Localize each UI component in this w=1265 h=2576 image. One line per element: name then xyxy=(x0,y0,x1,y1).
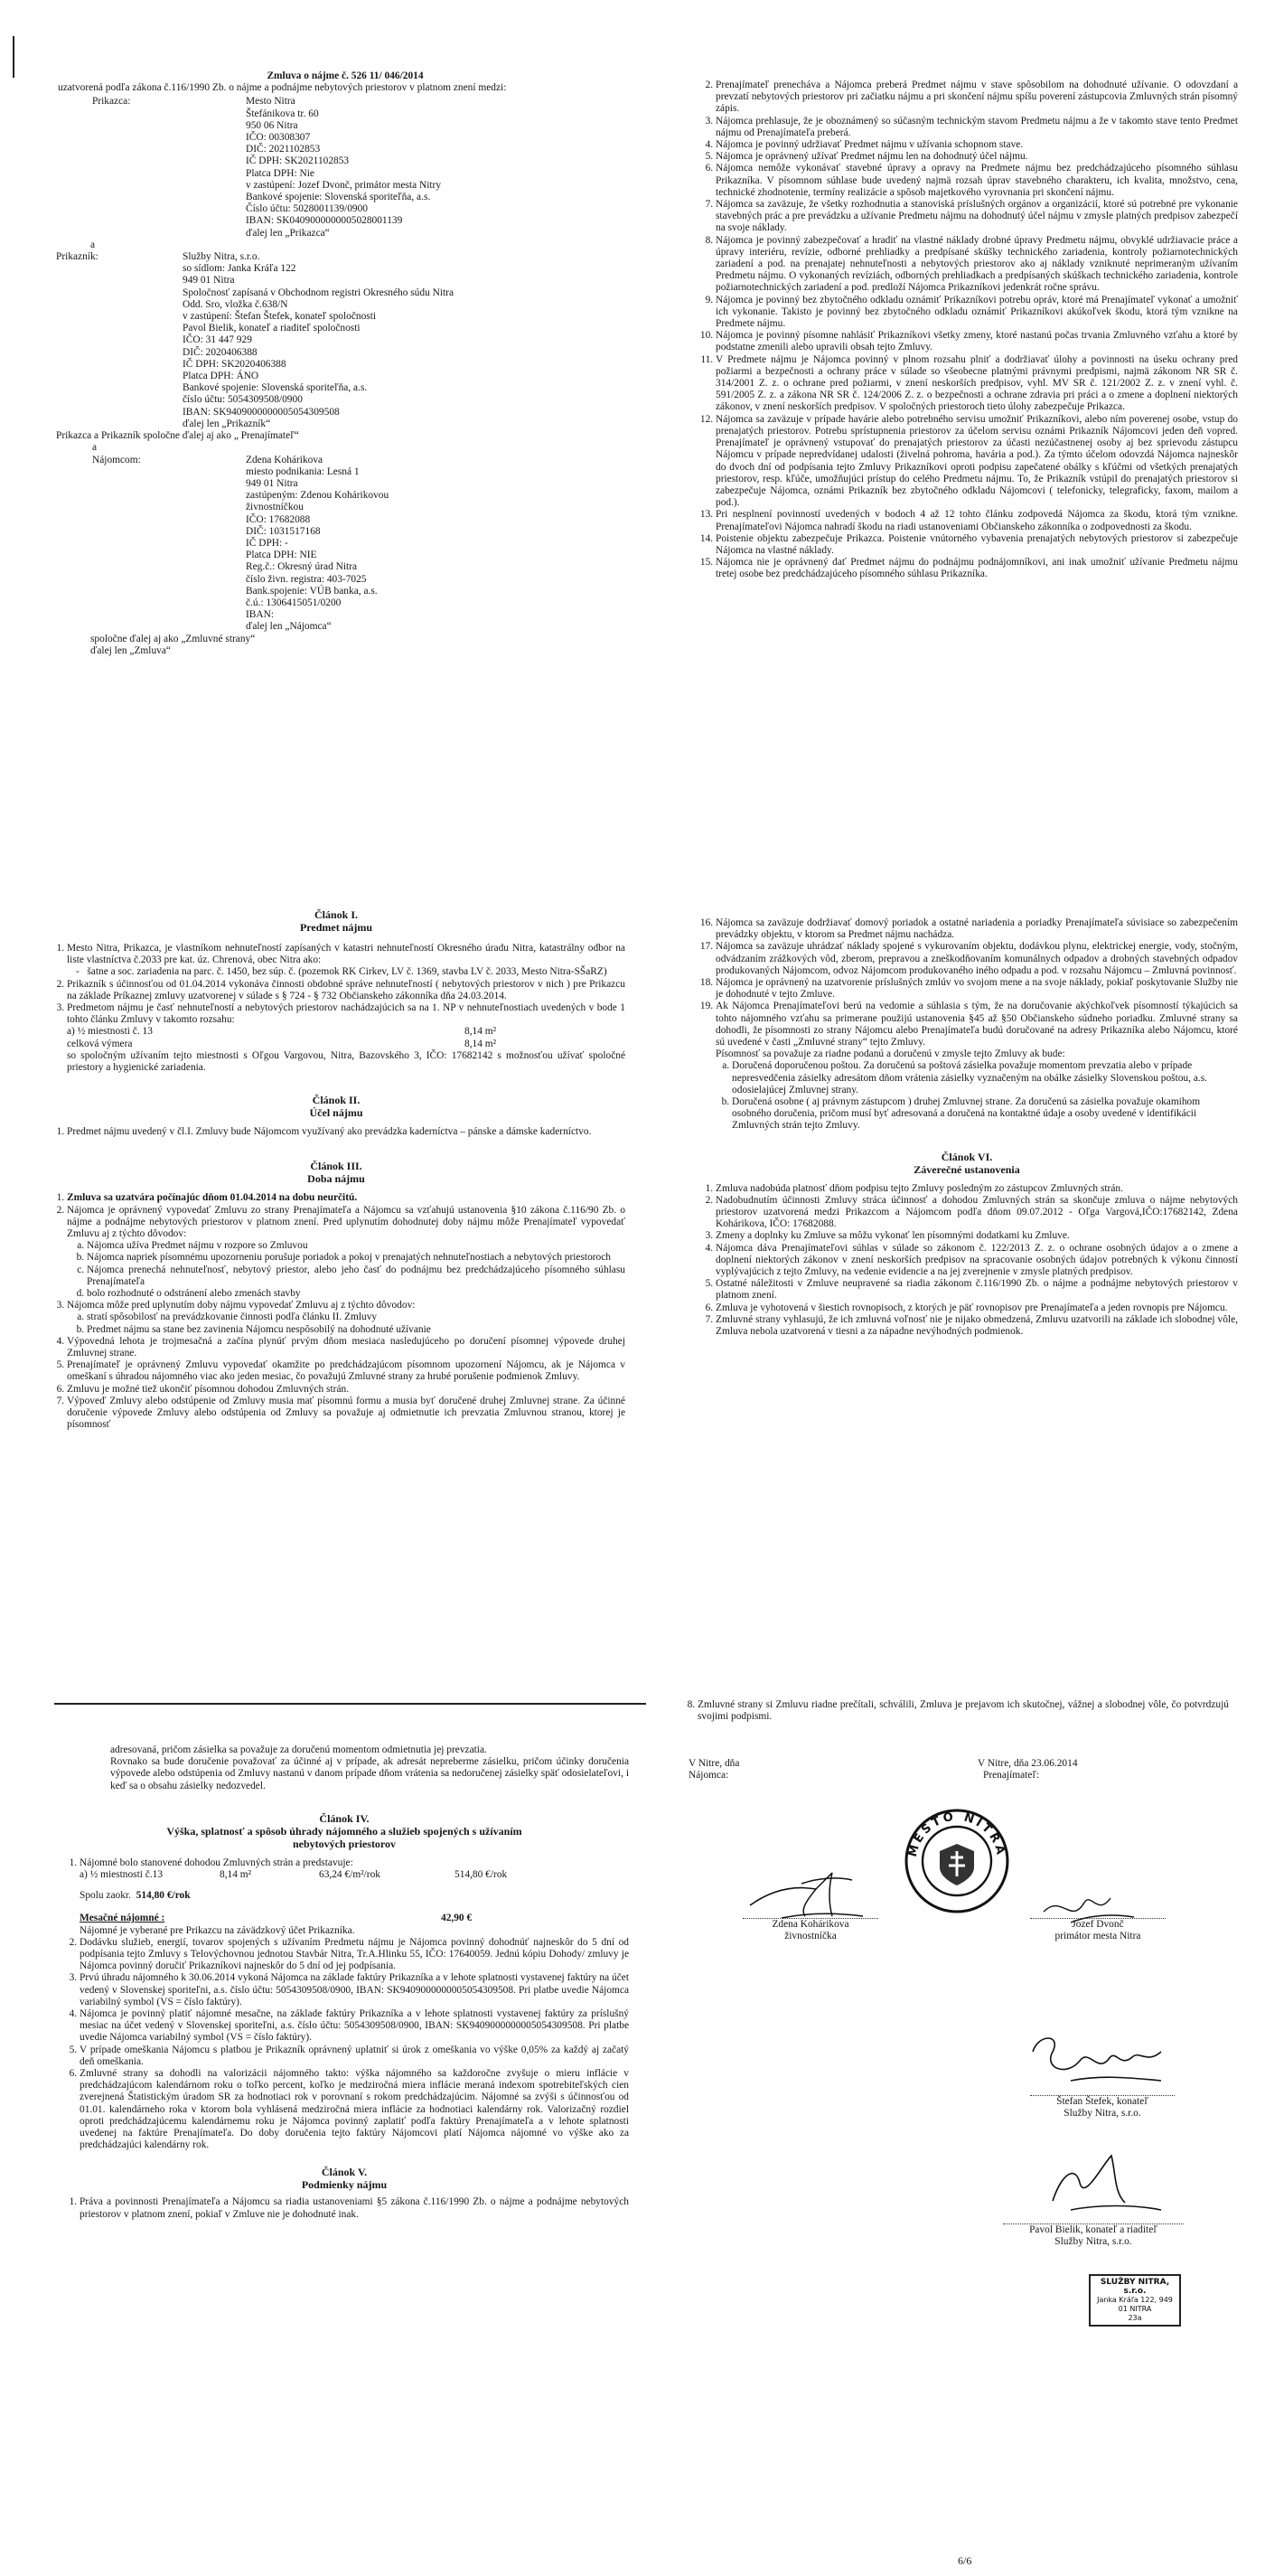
clause-item: 2. Dodávku služieb, energií, tovarov spojených s užívaním Predmetu nájmu je Nájomca povinný dohodnúť najneskôr do 5 dní od podpísania tejto Zmluvy s Telovýchovnou jednotou Stavbár Nitra, Tr.A.Hlinku 55, IČO: 17640059. Jednú kópiu Dohody/ zmluvy je Nájomca povinný doručiť Prikazníkovi najneskôr do 5 dní od jej podpísania. xyxy=(80,1937,629,1973)
clause-item xyxy=(67,1359,625,1383)
sub-item: a. Doručená doporučenou poštou. Za doručenú sa poštová zásielka považuje momentom prevzatia alebo v prípade nepresvedčenia zásielky adresátom dňom vrátenia zásielky vyznačeným na obálke zásielky Slovenskou poštou, a.s. odosielajúcej Zmluvnej strany. xyxy=(732,1060,1238,1096)
party-role: Nájomca: xyxy=(689,1770,729,1782)
clause-list xyxy=(60,1937,629,2152)
party-line: Zdena Kohárikova xyxy=(246,454,323,465)
party-line: Platca DPH: NIE xyxy=(246,550,317,561)
clause-text: Zmluva sa uzatvára počínajúc dňom 01.04.2014 na dobu neurčitú. xyxy=(67,1192,358,1204)
page-2 xyxy=(696,80,1238,581)
article-number: Článok III. xyxy=(310,1160,362,1173)
sub-item: b. Doručená osobne ( aj právnym zástupcom ) druhej Zmluvnej strane. Za doručenú sa zásielka považuje okamihom osobného doručenia, pričom musí byť adresovaná a doručená na kontaktné údaje a osoby uvedené v identifikácii Zmluvných strán tejto Zmluvy. xyxy=(732,1096,1238,1133)
clause-text: Prenajímateľ je oprávnený Zmluvu vypovedať okamžite po predchádzajúcom písomnom upozornení Nájomcu, ak je Nájomca v omeškaní s úhradou nájomného viac ako jeden mesiac, čo považujú Zmluvné strany za hrubé porušenie podmienok Zmluvy. xyxy=(67,1359,625,1383)
clause-item: 12. Nájomca sa zaväzuje v prípade havárie alebo potrebného servisu umožniť Prikazníkovi, alebo ním poverenej osobe, vstup do prenajatých priestorov. Potrebu sprístupnenia priestorov za účelom servisu oznámi Prikazník Nájomcovi jeden deň vopred. Prenajímateľ je oprávnený vstupovať do prenajatých priestorov za účasti nezúčastnenej osoby aj bez sprievodu zástupcu Nájomcu v prípade nepredvídanej udalosti (živelná pohroma, havária a pod.). Za týmto účelom odovzdá Nájomca najneskôr do dvoch dní od podpísania tejto Zmluvy Prikazníkovi oproti podpisu zapečatené obálky s kľúčmi od všetkých prenajatých priestorov, resp. kľúče, umožňujúci prístup do celého Predmetu nájmu. To, že Prikazník vstúpil do prenajatých priestorov si zabezpečuje Nájomca, oznámi Prikazník bez zbytočného odkladu Nájomcovi ( telefonicky, telegraficky, faxom, mailom a pod.). xyxy=(716,414,1238,510)
conjunction: a xyxy=(92,442,98,454)
signature-bielik xyxy=(1035,2147,1170,2219)
article-number: Článok V. xyxy=(321,2166,368,2179)
rent-rate: 63,24 €/m²/rok xyxy=(319,1869,380,1881)
party-line: 950 06 Nitra xyxy=(246,119,298,131)
signer-role: primátor mesta Nitra xyxy=(1054,1931,1141,1941)
party-line: IBAN: SK9409000000005054309508 xyxy=(183,406,340,418)
party-line: číslo účtu: 5054309508/0900 xyxy=(183,394,303,406)
clause-list xyxy=(47,943,625,1074)
place-date: V Nitre, dňa xyxy=(689,1758,740,1769)
party-line: IČ DPH: - xyxy=(246,537,288,549)
article-heading xyxy=(696,1151,1238,1176)
joint-strany: spoločne ďalej aj ako „Zmluvné strany“ xyxy=(90,633,256,644)
party-line: Číslo účtu: 5028001139/0900 xyxy=(246,203,369,215)
signer-name: Zdena Kohárikova xyxy=(772,1919,849,1930)
party-prikazca xyxy=(56,96,634,239)
page-bottom-rule xyxy=(54,1703,646,1705)
page-3 xyxy=(47,908,625,1432)
monthly-rent-note: Nájomné je vyberané pre Prikazcu na závädzkový účet Prikazníka. xyxy=(80,1924,355,1936)
article-number: Článok IV. xyxy=(319,1811,370,1825)
party-line: Bankové spojenie: Slovenská sporiteľňa, a.s. xyxy=(246,192,431,203)
place-date: V Nitre, dňa 23.06.2014 xyxy=(978,1758,1078,1769)
rent-row xyxy=(80,1869,629,1881)
clause-item: 4. Nájomca dáva Prenajímateľovi súhlas v súlade so zákonom č. 122/2013 Z. z. o ochrane osobných údajov a o zmene a doplnení niektorých zákonov v znení neskorších predpisov na spracovanie osobných údajov potrebných k výkonu činností vyplývajúcich z tejto Zmluvy, na vedenie evidencie a na jej zverejnenie v zmysle platných predpisov. xyxy=(716,1243,1238,1279)
party-line: Spoločnosť zapísaná v Obchodnom registri Okresného súdu Nitra xyxy=(183,287,454,298)
sub-list xyxy=(67,1312,625,1335)
clause-text: Nájomca je oprávnený vypovedať Zmluvu zo strany Prenajímateľa a Nájomcu sa vzťahujú ustanovenia §10 zákona č.116/90 Zb. o nájme a podnájme nebytových priestorov v platnom znení. Pred uplynutím dohodnutej doby nájmu môže Prenajímateľ vypovedať Zmluvu aj z týchto dôvodov: xyxy=(67,1204,625,1240)
clause-item: 7. Zmluvné strany vyhlasujú, že ich zmluvná voľnosť nie je nijako obmedzená, Zmluvu uzatvorili na základe ich slobodnej vôle, Zmluva nebola uzatvorená v tiesni a za nápadne nevýhodných podmienok. xyxy=(716,1314,1238,1338)
signer-name: Jozef Dvonč xyxy=(1072,1919,1124,1930)
party-line: 949 01 Nitra xyxy=(246,477,298,489)
clause-item: 3. Prvú úhradu nájomného k 30.06.2014 vykoná Nájomca na základe faktúry Prikazníka a v lehote splatnosti vystavenej faktúry na účet vedený v Slovenskej sporiteľni, a.s. číslo účtu: 5054309508/0900, IBAN: SK9409000000005054309508. Pri platbe uvedie Nájomca variabilný symbol (VS = číslo faktúry). xyxy=(80,1972,629,2008)
monthly-rent xyxy=(60,1913,629,1924)
signature-place-left xyxy=(689,1758,869,1782)
party-line: IČO: 17682088 xyxy=(246,513,311,525)
article-heading xyxy=(60,2166,629,2191)
clause-item: 8. Nájomca je povinný zabezpečovať a hradiť na vlastné náklady drobné úpravy Predmetu nájmu, obvyklé udržiavacie práce a úpravy interiéru, revízie, odborné prehliadky a predpísané skúšky technického zariadenia, kontroly požiarnotechnických zariadení a pod. na prenajatej nehnuteľnosti a nebytových priestorov ako aj náklady vzniknuté neprimeraným užívaním Predmetu nájmu. O vykonaných revíziách, odborných prehliadkach a predpísaných skúškach technického zariadenia, kontrole požiarnotechnických zariadení a pod. predloží Nájomca Prikazníkovi jedenkrát ročne správu. xyxy=(716,235,1238,295)
article-heading xyxy=(47,908,625,934)
stamp-line: 23a xyxy=(1128,2314,1142,2322)
party-line: Platca DPH: ÁNO xyxy=(183,371,259,382)
signature-line-najomca xyxy=(743,1918,878,1942)
clause-item: 3. Zmeny a doplnky ku Zmluve sa môžu vykonať len písomnými dodatkami ku Zmluve. xyxy=(716,1230,1238,1242)
stamp-line: SLUŽBY NITRA, s.r.o. xyxy=(1100,2278,1170,2296)
continued-text: Rovnako sa bude doručenie považovať za účinné aj v prípade, ak adresát nepreberme zásielku, pričom účinky doručenia výpovede alebo odstúpenia od Zmluvy nastanú v danom prípade dňom vrátenia sa nedoručenej zásielky späť odosielateľovi, i keď sa o obsahu zásielky nedozvedel. xyxy=(110,1756,629,1791)
clause-item xyxy=(67,1300,625,1336)
party-line: IČ DPH: SK2020406388 xyxy=(183,358,286,370)
clause-text: Prikazník s účinnosťou od 01.04.2014 vykonáva činnosti obdobné správe nehnuteľností ( nebytových priestorov v nich ) pre Prikazcu na základe Príkaznej zmluvy uzatvorenej v súlade s § 724 - § 732 Občianskeho zákonníka dňa 24.03.2014. xyxy=(67,978,625,1001)
clause-text: Predmet nájmu uvedený v čl.I. Zmluvy bude Nájomcom využívaný ako prevádzka kaderníctva – pánske a dámske kaderníctvo. xyxy=(67,1126,592,1138)
sub-item: b. Nájomca napriek písomnému upozorneniu porušuje poriadok a pokoj v prenajatých nehnuteľnostiach a nebytových priestoroch xyxy=(87,1252,625,1264)
clause-item: 3. Nájomca prehlasuje, že je oboznámený so súčasným technickým stavom Predmetu nájmu a že v takomto stave tento Predmet nájmu od Prenajímateľa preberá. xyxy=(716,116,1238,139)
clause-item: 6. Zmluva je vyhotovená v šiestich rovnopisoch, z ktorých je päť rovnopisov pre Prenajímateľa a jeden rovnopis pre Nájomcu. xyxy=(716,1302,1238,1314)
signature-place-right xyxy=(978,1758,1195,1782)
sub-item: b. Predmet nájmu sa stane bez zavinenia Nájomcu nespôsobilý na dohodnuté užívanie xyxy=(87,1324,625,1336)
clause-item xyxy=(67,1126,625,1138)
article-title: nebytových priestorov xyxy=(292,1837,397,1850)
signer-role: Služby Nitra, s.r.o. xyxy=(1064,2108,1141,2119)
clause-item xyxy=(67,1396,625,1432)
signer-role: živnostníčka xyxy=(784,1931,837,1941)
article-heading xyxy=(47,1160,625,1185)
party-line: IČ DPH: SK2021102853 xyxy=(246,155,350,167)
party-line: zastúpeným: Zdenou Kohárikovou xyxy=(246,490,389,502)
clause-item: 5. Ostatné náležitosti v Zmluve neupravené sa riadia zákonom č.116/1990 Zb. o nájme a podnájme nebytových priestorov v platnom znení. xyxy=(716,1278,1238,1302)
rent-room: a) ½ miestnosti č.13 xyxy=(80,1869,164,1881)
clause-text: Predmetom nájmu je časť nehnuteľností a nebytových priestorov nachádzajúcich sa na 1. NP v nehnuteľnostiach uvedených v bode 1 tohto článku Zmluvy v takomto rozsahu: xyxy=(67,1002,625,1026)
conjunction: a xyxy=(90,239,96,250)
delivery-lead: Písomnosť sa považuje za riadne podanú a doručenú v zmysle tejto Zmluvy ak bude: xyxy=(716,1048,1065,1060)
joint-zmluva: ďalej len „Zmluva“ xyxy=(90,644,171,656)
article-title: Účel nájmu xyxy=(309,1106,363,1120)
page-5 xyxy=(60,1744,629,2221)
clause-item: 9. Nájomca je povinný bez zbytočného odkladu oznámiť Prikazníkovi potrebu opráv, ktoré má Prenajímateľ vykonať a umožniť ich vykonanie. Takisto je povinný bez zbytočného odkladu oznámiť Prikazníkovi akúkoľvek škodu, ktorá tým vznikne na Predmete nájmu. xyxy=(716,295,1238,331)
article-title: Záverečné ustanovenia xyxy=(914,1162,1020,1176)
clause-list xyxy=(60,2196,629,2220)
clause-text: Zmluvu je možné tiež ukončiť písomnou dohodou Zmluvných strán. xyxy=(67,1383,350,1395)
party-line: Pavol Bielik, konateľ a riaditeľ spoločnosti xyxy=(183,323,361,334)
clause-list xyxy=(696,80,1238,581)
party-line: Reg.č.: Okresný úrad Nitra xyxy=(246,561,358,573)
party-line: so sídlom: Janka Kráľa 122 xyxy=(183,263,296,275)
clause-item: 4. Nájomca je povinný platiť nájomné mesačne, na základe faktúry Prikazníka a v lehote splatnosti vystavenej faktúry za príslušný mesiac na účet vedený v Slovenskej sporiteľni, a.s. číslo účtu: 5054309508/0900, IBAN: SK9409000000005054309508. Pri platbe uvedie Nájomca variabilný symbol (VS = číslo faktúry). xyxy=(80,2008,629,2045)
party-line: IČO: 31 447 929 xyxy=(183,334,252,346)
party-lines xyxy=(183,251,634,430)
article-title: Doba nájmu xyxy=(307,1172,365,1186)
clause-item xyxy=(67,979,625,1002)
clause-text: Nájomca môže pred uplynutím doby nájmu vypovedať Zmluvu aj z týchto dôvodov: xyxy=(67,1300,416,1312)
clause-item xyxy=(67,943,625,979)
party-line: miesto podnikania: Lesná 1 xyxy=(246,465,360,477)
page-1 xyxy=(56,71,634,657)
party-line: Bankové spojenie: Slovenská sporiteľňa, a.s. xyxy=(183,382,368,394)
clause-item xyxy=(67,1336,625,1359)
clause-list xyxy=(47,1126,625,1138)
clause-text: Mesto Nitra, Prikazca, je vlastníkom nehnuteľností zapísaných v katastri nehnuteľností Okresného úradu Nitra, katastrálny odbor na liste vlastníctva č.2033 pre kat. úz. Chrenová, obec Nitra ako: xyxy=(67,943,625,966)
clause-item xyxy=(67,1002,625,1074)
article-title: Podmienky nájmu xyxy=(301,2178,388,2192)
page-number: 6/6 xyxy=(958,2554,972,2567)
party-line: Bank.spojenie: VÚB banka, a.s. xyxy=(246,585,378,597)
page-4 xyxy=(696,917,1238,1338)
rent-area: 8,14 m² xyxy=(220,1869,252,1881)
party-line: DIČ: 2021102853 xyxy=(246,144,321,155)
clause-item xyxy=(80,2196,629,2220)
sub-item: a. stratí spôsobilosť na prevádzkovanie činnosti podľa článku II. Zmluvy xyxy=(87,1312,625,1323)
clause-item: 7. Nájomca sa zaväzuje, že všetky rozhodnutia a stanoviská príslušných orgánov a organizácií, ktoré sú potrebné pre vykonanie stavebných prác a pre prevádzku a užívanie Predmetu nájmu na dohodnutý účel nájmu v zmysle platných predpisov zabezpečí na svoje náklady. xyxy=(716,199,1238,235)
area-row xyxy=(67,1039,625,1050)
party-line: v zastúpení: Štefan Štefek, konateľ spoločnosti xyxy=(183,311,377,323)
sub-list xyxy=(67,1240,625,1300)
party-line: Platca DPH: Nie xyxy=(246,167,314,179)
signer-name: Pavol Bielik, konateľ a riaditeľ xyxy=(1029,2224,1157,2235)
monthly-rent-label: Mesačné nájomné : xyxy=(80,1913,165,1924)
area-value: 8,14 m² xyxy=(464,1038,497,1049)
sub-list xyxy=(696,1060,1238,1132)
clause-item: 18. Nájomca je oprávnený na uzatvorenie príslušných zmlúv vo svojom mene a na svoje náklady, pokiaľ poskytovanie Služby nie je dohodnuté v tejto Zmluve. xyxy=(716,977,1238,1001)
clause-item: 6. Nájomca nemôže vykonávať stavebné úpravy a opravy na Predmete nájmu bez predchádzajúceho písomného súhlasu Prikazníka. V písomnom súhlase bude uvedený najmä rozsah úprav stavebného charakteru, ich kvalita, množstvo, cena, technické zhodnotenie, termíny realizácie a spôsob majetkového vyrovnania pri skončení nájmu. xyxy=(716,163,1238,199)
clause-item: 4. Nájomca je povinný udržiavať Predmet nájmu v užívania schopnom stave. xyxy=(716,139,1238,151)
clause-item: 15. Nájomca nie je oprávnený dať Predmet nájmu do podnájmu podnájomníkovi, ani inak umožniť užívanie Predmetu nájmu tretej osobe bez predchádzajúceho písomného súhlasu Prikazníka. xyxy=(716,557,1238,580)
clause-text: Nájomné bolo stanovené dohodou Zmluvných strán a predstavuje: xyxy=(80,1857,353,1868)
clause-item: 16. Nájomca sa zaväzuje dodržiavať domový poriadok a ostatné nariadenia a poriadky Prenajímateľa súvisiace so zabezpečením prevádzky objektu, v ktorom sa Predmet nájmu nachádza. xyxy=(716,917,1238,941)
party-label: Prikazca: xyxy=(92,96,131,108)
clause-item xyxy=(67,1205,625,1301)
clause-sub-text: šatne a soc. zariadenia na parc. č. 1450, bez súp. č. (pozemok RK Cirkev, LV č. 1369, stavba LV č. 2033, Mesto Nitra-SŠaRZ) xyxy=(87,966,607,978)
signature-stefek xyxy=(1026,2025,1170,2092)
area-value: 8,14 m² xyxy=(464,1026,497,1038)
party-line: Služby Nitra, s.r.o. xyxy=(183,251,260,263)
clause-text: so spoločným užívaním tejto miestnosti s Oľgou Vargovou, Nitra, Bazovského 3, IČO: 17682142 s možnosťou užívať spoločné priestory a hygienické zariadenia. xyxy=(67,1049,625,1074)
scan-mark xyxy=(13,36,14,78)
article-number: Článok VI. xyxy=(941,1150,993,1163)
clause-list xyxy=(60,1857,629,1881)
clause-item: 5. V prípade omeškania Nájomcu s platbou je Prikazník oprávnený uplatniť si úrok z omeškania vo výške 0,05% za každý aj začatý deň omeškania. xyxy=(80,2045,629,2068)
area-row xyxy=(67,1026,625,1038)
party-line: ďalej len „Prikazca“ xyxy=(246,227,330,239)
rent-total: 514,80 €/rok xyxy=(454,1869,508,1881)
city-seal-icon xyxy=(904,1808,1010,1914)
clause-sub: - šatne a soc. zariadenia na parc. č. 1450, bez súp. č. (pozemok RK Cirkev, LV č. 1369, stavba LV č. 2033, Mesto Nitra-SŠaRZ) xyxy=(76,966,607,978)
clause-item: 2. Nadobudnutím účinnosti Zmluvy stráca účinnosť a dohodou Zmluvných strán sa skončuje zmluva o nájme nebytových priestorov uzatvorená medzi Prikazcom a Nájomcom podľa dňom 09.07.2012 - Oľga Vargová,IČO:17682142, Zdena Kohárikova, IČO: 17682088. xyxy=(716,1195,1238,1231)
clause-text: Výpoveď Zmluvy alebo odstúpenie od Zmluvy musia mať písomnú formu a musia byť doručené druhej Zmluvnej strane. Za účinné doručenie výpovede Zmluvy alebo odstúpenia od Zmluvy sa považuje aj odmietnutie ich prevzatia Zmluvnou stranou, ktorej je písomnosť xyxy=(67,1395,625,1431)
party-line: ďalej len „Nájomca“ xyxy=(246,621,332,633)
party-label: Prikazník: xyxy=(56,251,98,263)
party-line: živnostníčkou xyxy=(246,502,304,513)
party-line: IČO: 00308307 xyxy=(246,132,311,144)
clause-item xyxy=(698,1699,1229,1723)
party-line: DIČ: 2020406388 xyxy=(183,346,258,358)
party-line: ďalej len „Prikazník“ xyxy=(183,418,271,429)
article-number: Článok I. xyxy=(314,908,359,921)
clause-list xyxy=(47,1192,625,1431)
continued-text: adresovaná, pričom zásielka sa považuje za doručenú momentom odmietnutia jej prevzatia. xyxy=(110,1744,487,1755)
sub-item: d. bolo rozhodnuté o odstránení alebo zmenách stavby xyxy=(87,1288,625,1300)
clause-item: 1. Zmluva nadobúda platnosť dňom podpisu tejto Zmluvy posledným zo zástupcov Zmluvných strán. xyxy=(716,1183,1238,1195)
contract-intro: uzatvorená podľa zákona č.116/1990 Zb. o nájme a podnájme nebytových priestorov v platnom znení medzi: xyxy=(58,82,507,94)
party-line: DIČ: 1031517168 xyxy=(246,525,321,537)
party-line: Štefánikova tr. 60 xyxy=(246,108,319,119)
party-line: číslo živn. registra: 403-7025 xyxy=(246,573,367,585)
signature-line-bielik xyxy=(1003,2223,1184,2248)
party-lines xyxy=(246,455,634,634)
company-stamp xyxy=(1089,2274,1181,2327)
clause-item: 13. Pri nesplnení povinností uvedených v bodoch 4 až 12 tohto článku zodpovedá Nájomca za škodu, ktorá tým vznikne. Prenajímateľovi Nájomca nahradí škodu na riadi ustanoveniami Občianskeho zákonníka o zodpovednosti za škodu. xyxy=(716,509,1238,532)
party-line: IBAN: SK0409000000005028001139 xyxy=(246,215,403,227)
monthly-rent-value: 42,90 € xyxy=(441,1913,473,1924)
rent-sum xyxy=(60,1890,629,1902)
clause-item: 5. Nájomca je oprávnený užívať Predmet nájmu len na dohodnutý účel nájmu. xyxy=(716,151,1238,163)
clause-item: 11. V Predmete nájmu je Nájomca povinný v plnom rozsahu plniť a dodržiavať úlohy a povinnosti na úseku ochrany pred požiarmi a bezpečnosti a ochrany práce v súlade so všeobecne platnými právnymi predpismi, najmä zákonom NR SR č. 314/2001 Z. z. o ochrane pred požiarmi, v znení neskorších predpisov, vyhl. MV SR č. 121/2002 Z. z. v znení vyhl. č. 591/2005 Z. z. a zákona NR SR č. 124/2006 Z. z. o bezpečnosti a ochrane zdravia pri práci a o zmene a doplnení niektorých zákonov, v znení neskorších predpisov. V spoločných priestoroch tieto úlohy zabezpečuje Prikazca. xyxy=(716,354,1238,414)
party-line: IBAN: xyxy=(246,609,275,621)
page-6 xyxy=(678,1699,1229,1723)
clause-item xyxy=(67,1192,625,1204)
party-line: 949 01 Nitra xyxy=(183,275,235,287)
stamp-line: Janka Kráľa 122, 949 01 NITRA xyxy=(1097,2296,1173,2313)
party-label: Nájomcom: xyxy=(92,454,141,465)
clause-item: 2. Prenajímateľ prenecháva a Nájomca preberá Predmet nájmu v stave spôsobilom na dohodnuté užívanie. O odovzdaní a prevzatí nebytových priestorov pri začiatku nájmu a pri skončení nájmu spíšu poverení zástupcovia Zmluvných strán písomný zápis. xyxy=(716,80,1238,116)
area-label: a) ½ miestnosti č. 13 xyxy=(67,1026,153,1038)
joint-prenajimatel: Prikazca a Prikazník spoločne ďalej aj ako „ Prenajímateľ“ xyxy=(56,430,299,442)
sub-item: c. Nájomca prenechá nehnuteľnosť, nebytový priestor, alebo jeho časť do podnájmu bez predchádzajúceho písomného súhlasu Prenajímateľa xyxy=(87,1264,625,1288)
signer-role: Služby Nitra, s.r.o. xyxy=(1054,2236,1132,2247)
clause-item: 14. Poistenie objektu zabezpečuje Prikazca. Poistenie vnútorného vybavenia prenajatých nebytových priestorov si zabezpečuje Nájomca na vlastné náklady. xyxy=(716,533,1238,557)
clause-item: 10. Nájomca je povinný písomne nahlásiť Prikazníkovi všetky zmeny, ktoré nastanú počas trvania Zmluvného vzťahu a ktoré by podstatne zmenili alebo upravili obsah tejto Zmluvy. xyxy=(716,330,1238,353)
party-line: Mesto Nitra xyxy=(246,96,295,108)
signature-line-primator xyxy=(1030,1918,1166,1942)
clause-item: 19. Ak Nájomca Prenajímateľovi berú na vedomie a súhlasia s tým, že na doručovanie akýchkoľvek písomností týkajúcich sa tohto nájomného vzťahu sa primerane použijú ustanovenia §45 až §50 Občianskeho súdneho poriadku. Zmluvné strany sa dohodli, že písomnosti zo strany Nájomcu alebo Prenajímateľa budú doručované na adresy Prikazníka alebo Nájomcu, ktoré sú uvedené v časti „Zmluvné strany“ tejto Zmluvy. xyxy=(716,1001,1238,1048)
article-title: Predmet nájmu xyxy=(299,921,373,934)
signature-najomca xyxy=(745,1862,872,1925)
seal-text: MESTO NITRA xyxy=(905,1810,1008,1859)
rent-sum-value: 514,80 €/rok xyxy=(136,1890,191,1902)
party-lines xyxy=(246,96,634,239)
clause-list xyxy=(696,917,1238,1048)
clause-text: Zmluvné strany si Zmluvu riadne prečítali, schválili, Zmluva je prejavom ich skutočnej, vážnej a slobodnej vôle, čo potvrdzujú svojimi podpismi. xyxy=(698,1699,1229,1723)
clause-item xyxy=(67,1384,625,1396)
clause-item xyxy=(80,1857,629,1881)
party-line: Odd. Sro, vložka č.638/N xyxy=(183,298,288,310)
party-role: Prenajímateľ: xyxy=(983,1770,1040,1782)
party-line: v zastúpení: Jozef Dvonč, primátor mesta Nitry xyxy=(246,179,442,191)
clause-text: Práva a povinnosti Prenajímateľa a Nájomcu sa riadia ustanoveniami §5 zákona č.116/1990 Zb. o nájme a podnájme nebytových priestorov v platnom znení, pokiaľ v Zmluve nie je dohodnuté inak. xyxy=(80,2196,629,2220)
area-label: celková výmera xyxy=(67,1038,133,1049)
clause-text: Výpovedná lehota je trojmesačná a začína plynúť prvým dňom mesiaca nasledujúceho po doručení písomnej výpovede druhej Zmluvnej strane. xyxy=(67,1335,625,1359)
clause-list xyxy=(696,1183,1238,1339)
signer-name: Štefan Štefek, konateľ xyxy=(1056,2096,1148,2107)
article-title: Výška, splatnosť a spôsob úhrady nájomného a služieb spojených s užívaním xyxy=(166,1824,522,1838)
party-prikaznik xyxy=(56,251,634,430)
clause-item: 17. Nájomca sa zaväzuje uhrádzať náklady spojené s vykurovaním objektu, dodávkou plynu, elektrickej energie, vody, stočným, odvádzaním zrážkových vôd, zberom, prepravou a zneškodňovaním komunálnych odpadov a drobných stavebných odpadov produkovaných Nájomcom, odvoz Nájomcom produkovaného iného odpadu a pod. v rozsahu Nájomcu – Zmluvná povinnosť. xyxy=(716,941,1238,977)
clause-list xyxy=(678,1699,1229,1723)
signature-line-stefek xyxy=(1030,2095,1175,2120)
rent-sum-label: Spolu zaokr. xyxy=(80,1890,131,1902)
party-najomca xyxy=(56,455,634,634)
article-number: Článok II. xyxy=(312,1094,361,1107)
clause-item: 6. Zmluvné strany sa dohodli na valorizácii nájomného takto: výška nájomného sa každoročne zvyšuje o mieru inflácie v predchádzajúcom kalendárnom roku o toľko percent, koľko je medziročná miera inflácie meraná indexom spotrebiteľských cien zverejnená Štatistickým úradom SR za hodnotiaci rok v porovnaní s rokom predchádzajúcim. Nájomné sa zvýši s účinnosťou od 01.01. kalendárneho roka v ktorom bola vyhlásená medziročná miera inflácie za hodnotiaci kalendárny rok. Valorizačný rozdiel oproti predchádzajúcemu kalendárnemu roku je Nájomca povinný zaplatiť podľa faktúry Prenajímateľa a v lehote splatnosti uvedenej na faktúre Prenajímateľa. Do doby doručenia tejto faktúry Nájomcovi platí Nájomca nájomné vo výške ako za predchádzajúci kalendárny rok. xyxy=(80,2068,629,2151)
article-heading xyxy=(47,1094,625,1119)
article-heading xyxy=(60,1812,629,1850)
party-line: č.ú.: 1306415051/0200 xyxy=(246,597,342,608)
contract-title: Zmluva o nájme č. 526 11/ 046/2014 xyxy=(267,71,424,81)
sub-item: a. Nájomca užíva Predmet nájmu v rozpore so Zmluvou xyxy=(87,1240,625,1252)
